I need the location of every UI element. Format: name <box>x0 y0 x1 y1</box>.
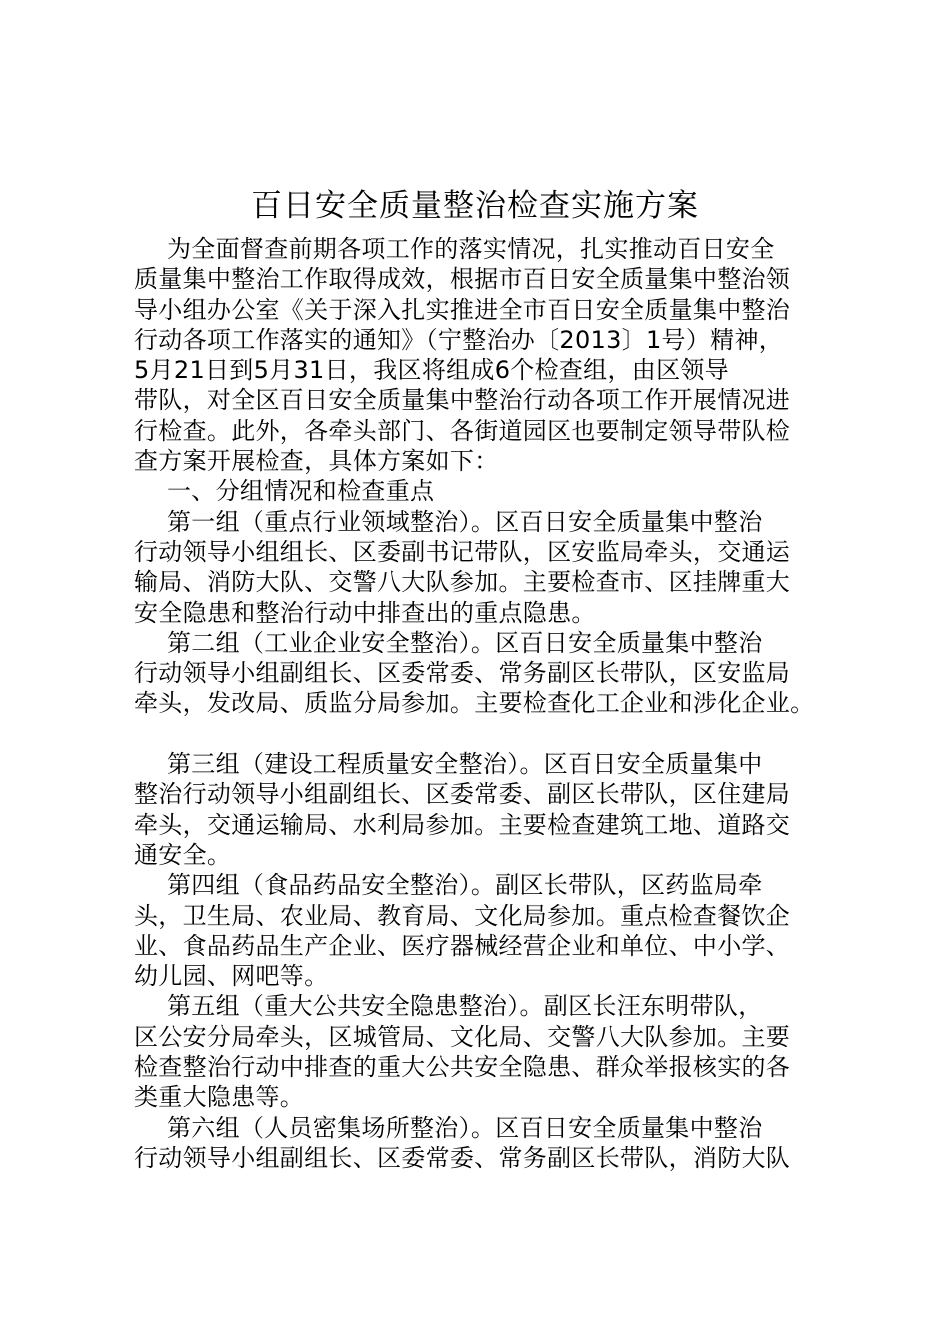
text-line: 输局、消防大队、交警八大队参加。主要检查市、区挂牌重大 <box>134 568 791 597</box>
text-line: 安全隐患和整治行动中排查出的重点隐患。 <box>134 598 596 627</box>
text-line: 行动领导小组组长、区委副书记带队，区安监局牵头，交通运 <box>134 537 791 566</box>
text-line: 导小组办公室《关于深入扎实推进全市百日安全质量集中整治 <box>134 295 791 324</box>
text-line: 行动领导小组副组长、区委常委、常务副区长带队，消防大队 <box>134 1143 791 1172</box>
text-line: 带队，对全区百日安全质量集中整治行动各项工作开展情况进 <box>134 386 791 415</box>
text-line: 第五组（重大公共安全隐患整治）。副区长汪东明带队， <box>167 992 763 1021</box>
text-line: 整治行动领导小组副组长、区委常委、副区长带队，区住建局 <box>134 780 791 809</box>
text-line: 行检查。此外，各牵头部门、各街道园区也要制定领导带队检 <box>134 416 791 445</box>
text-line: 区公安分局牵头，区城管局、文化局、交警八大队参加。主要 <box>134 1022 791 1051</box>
text-line: 5月21日到5月31日，我区将组成6个检查组，由区领导 <box>134 356 729 385</box>
text-line: 牵头，交通运输局、水利局参加。主要检查建筑工地、道路交 <box>134 810 791 839</box>
text-line: 类重大隐患等。 <box>134 1083 305 1112</box>
text-line: 第三组（建设工程质量安全整治）。区百日安全质量集中 <box>167 750 763 779</box>
text-line: 行动领导小组副组长、区委常委、常务副区长带队，区安监局 <box>134 659 791 688</box>
text-line: 第六组（人员密集场所整治）。区百日安全质量集中整治 <box>167 1113 763 1142</box>
text-line: 质量集中整治工作取得成效，根据市百日安全质量集中整治领 <box>134 265 791 294</box>
document-body <box>134 234 834 1173</box>
text-line: 业、食品药品生产企业、医疗器械经营企业和单位、中小学、 <box>134 931 791 960</box>
document-title: 百日安全质量整治检查实施方案 <box>251 188 699 224</box>
text-line: 牵头，发改局、质监分局参加。主要检查化工企业和涉化企业。 <box>134 689 815 718</box>
text-line: 检查整治行动中排查的重大公共安全隐患、群众举报核实的各 <box>134 1053 791 1082</box>
text-line: 头，卫生局、农业局、教育局、文化局参加。重点检查餐饮企 <box>134 901 791 930</box>
text-line: 第一组（重点行业领域整治）。区百日安全质量集中整治 <box>167 507 763 536</box>
text-line: 一、分组情况和检查重点 <box>167 477 435 506</box>
text-line: 为全面督查前期各项工作的落实情况，扎实推动百日安全 <box>167 235 775 263</box>
text-line: 幼儿园、网吧等。 <box>134 962 329 991</box>
text-line: 行动各项工作落实的通知》（宁整治办〔2013〕1号）精神， <box>134 325 784 354</box>
text-line: 第四组（食品药品安全整治）。副区长带队，区药监局牵 <box>167 871 763 900</box>
text-line: 查方案开展检查，具体方案如下： <box>134 447 499 476</box>
text-line: 第二组（工业企业安全整治）。区百日安全质量集中整治 <box>167 628 763 657</box>
blank-line <box>134 719 834 749</box>
text-line: 通安全。 <box>134 840 232 869</box>
